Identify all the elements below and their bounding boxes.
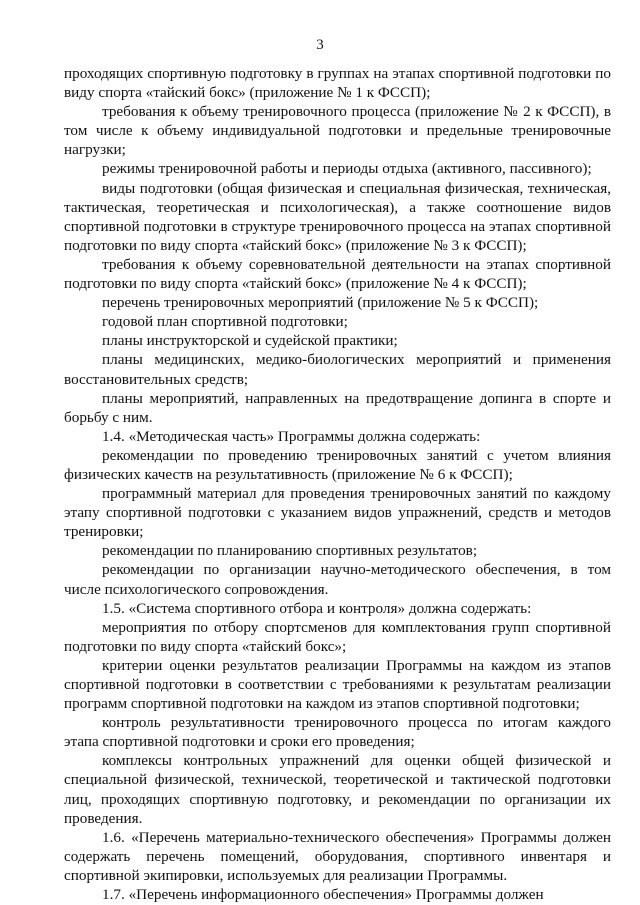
paragraph: требования к объему тренировочного процесса (приложение № 2 к ФССП), в том числе к объему индивидуальной подготовки и предельные тренировочные нагрузки; (64, 103, 611, 159)
paragraph: проходящих спортивную подготовку в группах на этапах спортивной подготовки по виду спорта «тайский бокс» (приложение № 1 к ФССП); (64, 65, 611, 102)
paragraph: рекомендации по организации научно-методического обеспечения, в том числе психологического сопровождения. (64, 561, 611, 598)
section-heading-1-5: 1.5. «Система спортивного отбора и контроля» должна содержать: (102, 599, 532, 617)
document-body (64, 64, 611, 904)
section-heading-1-6: 1.6. «Перечень материально-технического обеспечения» Программы должен содержать перечень помещений, оборудования, спортивного инвентаря и спортивной экипировки, используемых для реализации Программы. (64, 828, 611, 884)
paragraph: контроль результативности тренировочного процесса по итогам каждого этапа спортивной подготовки и сроки его проведения; (64, 714, 611, 751)
paragraph: планы инструкторской и судейской практики; (102, 332, 398, 350)
paragraph: режимы тренировочной работы и периоды отдыха (активного, пассивного); (102, 160, 592, 178)
section-heading-1-4: 1.4. «Методическая часть» Программы должна содержать: (102, 427, 481, 445)
paragraph: требования к объему соревновательной деятельности на этапах спортивной подготовки по виду спорта «тайский бокс» (приложение № 4 к ФССП); (64, 255, 611, 293)
page-number: 3 (316, 37, 324, 53)
paragraph: программный материал для проведения тренировочных занятий по каждому этапу спортивной подготовки с указанием видов упражнений, средств и методов тренировки; (64, 485, 611, 541)
paragraph: планы мероприятий, направленных на предотвращение допинга в спорте и борьбу с ним. (64, 389, 611, 426)
paragraph: виды подготовки (общая физическая и специальная физическая, техническая, тактическая, теоретическая и психологическая), а также соотношение видов спортивной подготовки в структуре тренировочного процесса на этапах спортивной подготовки по виду спорта «тайский бокс» (приложение № 3 к ФССП); (64, 179, 611, 254)
paragraph: планы медицинских, медико-биологических мероприятий и применения восстановительных средств; (64, 351, 611, 388)
paragraph: комплексы контрольных упражнений для оценки общей физической и специальной физической, технической, теоретической и тактической подготовки лиц, проходящих спортивную подготовку, и рекомендации по организации их проведения. (64, 752, 611, 827)
paragraph: рекомендации по проведению тренировочных занятий с учетом влияния физических качеств на результативность (приложение № 6 к ФССП); (64, 446, 611, 483)
paragraph: перечень тренировочных мероприятий (приложение № 5 к ФССП); (102, 294, 539, 312)
paragraph: годовой план спортивной подготовки; (102, 313, 348, 331)
paragraph: рекомендации по планированию спортивных результатов; (102, 542, 478, 560)
paragraph: критерии оценки результатов реализации Программы на каждом из этапов спортивной подготовки в соответствии с требованиями к результатам реализации программ спортивной подготовки на каждом из этапов спортивной подготовки; (64, 656, 611, 713)
paragraph: мероприятия по отбору спортсменов для комплектования групп спортивной подготовки по виду спорта «тайский бокс»; (64, 618, 611, 655)
section-heading-1-7: 1.7. «Перечень информационного обеспечения» Программы должен (102, 886, 544, 904)
